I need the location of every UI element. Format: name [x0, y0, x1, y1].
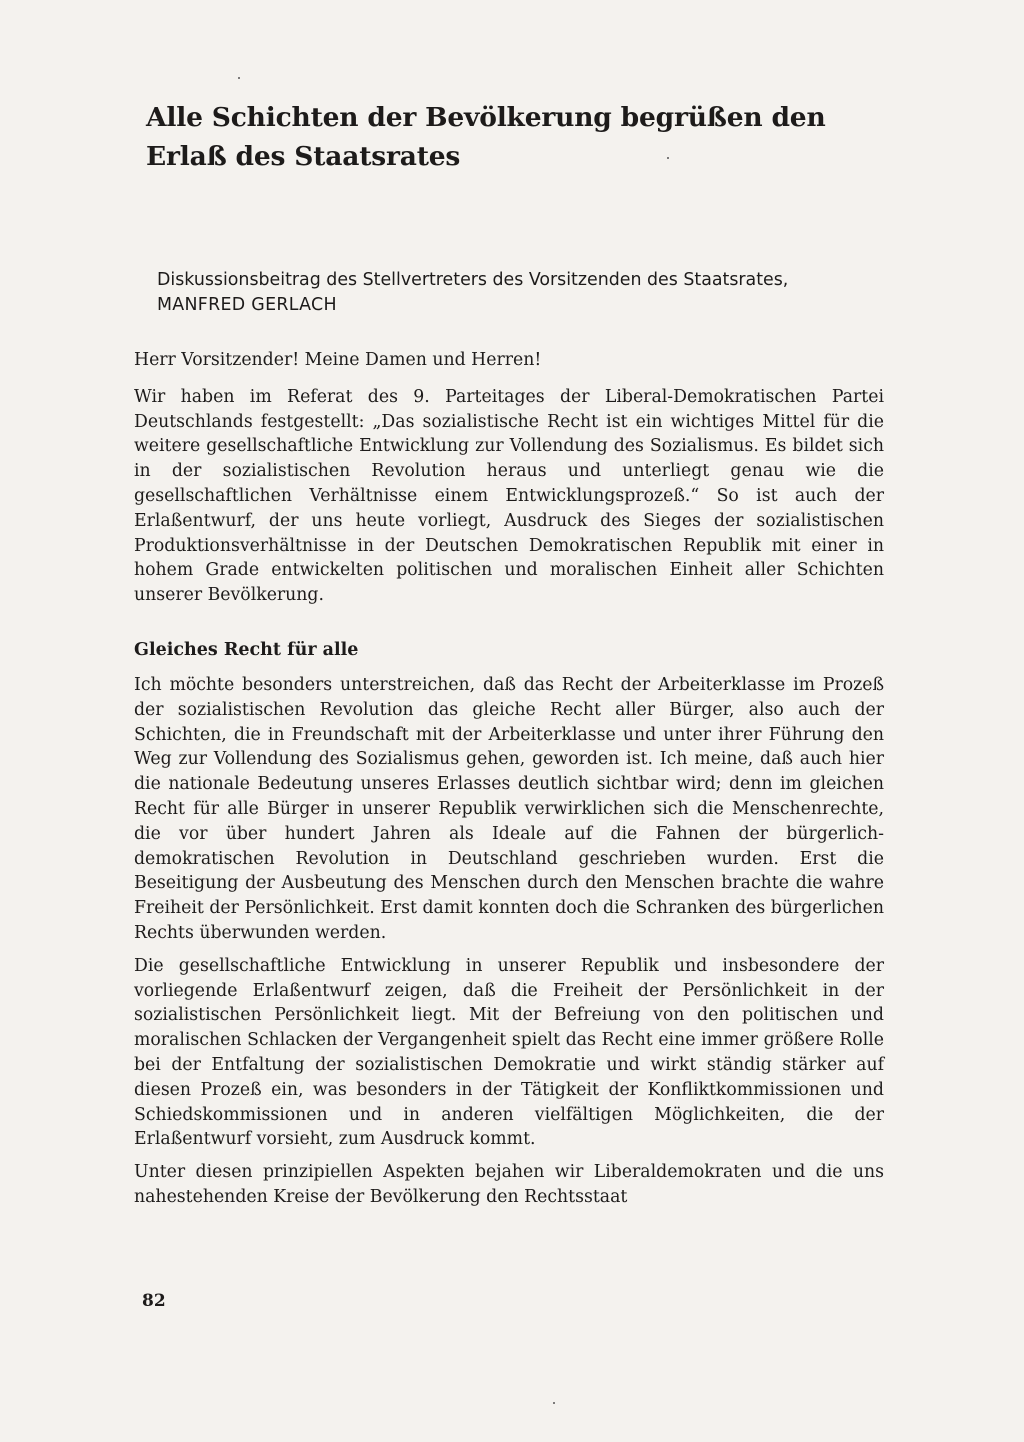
salutation: Herr Vorsitzender! Meine Damen und Herren!: [134, 350, 542, 370]
byline: [157, 268, 884, 318]
article-title-line2: Erlaß des Staatsrates: [146, 141, 461, 172]
paragraph-1: Wir haben im Referat des 9. Parteitages der Liberal-Demokratischen Partei Deutschlands festgestellt: „Das sozialistische Recht ist ein wichtiges Mittel für die weitere gesellschaftliche Entwicklung zur Vollendung des Sozialismus. Es bildet sich in der sozialistischen Revolution heraus und unterliegt genau wie die gesellschaftlichen Verhältnisse einem Entwicklungsprozeß.“ So ist auch der Erlaßentwurf, der uns heute vorliegt, Ausdruck des Sieges der sozialistischen Produktionsverhältnisse in der Deutschen Demokratischen Republik mit einer in hohem Grade entwickelten politischen und moralischen Einheit aller Schichten unserer Bevölkerung.: [134, 386, 884, 606]
document-page: [134, 98, 884, 1210]
ink-speck: [238, 77, 240, 79]
ink-speck: [553, 1402, 555, 1404]
byline-text: Diskussionsbeitrag des Stellvertreters des Vorsitzenden des Staatsrates,: [157, 270, 789, 290]
paragraph-4: Unter diesen prinzipiellen Aspekten bejahen wir Liberaldemokraten und die uns nahestehenden Kreise der Bevölkerung den Rechtsstaat: [134, 1162, 884, 1207]
byline-name: MANFRED GERLACH: [157, 295, 337, 315]
article-body: [134, 348, 884, 1210]
page-number: 82: [142, 1291, 166, 1311]
article-title: [146, 98, 884, 176]
article-title-line1: Alle Schichten der Bevölkerung begrüßen den: [146, 102, 826, 133]
paragraph-2: Ich möchte besonders unterstreichen, daß das Recht der Arbeiterklasse im Prozeß der sozialistischen Revolution das gleiche Recht aller Bürger, also auch der Schichten, die in Freundschaft mit der Arbeiterklasse und unter ihrer Führung den Weg zur Vollendung des Sozialismus gehen, geworden ist. Ich meine, daß auch hier die nationale Bedeutung unseres Erlasses deutlich sichtbar wird; denn im gleichen Recht für alle Bürger in unserer Republik verwirklichen sich die Menschenrechte, die vor über hundert Jahren als Ideale auf die Fahnen der bürgerlich-demokratischen Revolution in Deutschland geschrieben wurden. Erst die Beseitigung der Ausbeutung des Menschen durch den Menschen brachte die wahre Freiheit der Persönlichkeit. Erst damit konnten doch die Schranken des bürgerlichen Rechts überwunden werden.: [134, 674, 884, 943]
paragraph-3: Die gesellschaftliche Entwicklung in unserer Republik und insbesondere der vorliegende Erlaßentwurf zeigen, daß die Freiheit der Persönlichkeit in der sozialistischen Persönlichkeit liegt. Mit der Befreiung von den politischen und moralischen Schlacken der Vergangenheit spielt das Recht eine immer größere Rolle bei der Entfaltung der sozialistischen Demokratie und wirkt ständig stärker auf diesen Prozeß ein, was besonders in der Tätigkeit der Konfliktkommissionen und Schiedskommissionen und in anderen vielfältigen Möglichkeiten, die der Erlaßentwurf vorsieht, zum Ausdruck kommt.: [134, 955, 884, 1150]
section-heading: Gleiches Recht für alle: [134, 639, 359, 660]
